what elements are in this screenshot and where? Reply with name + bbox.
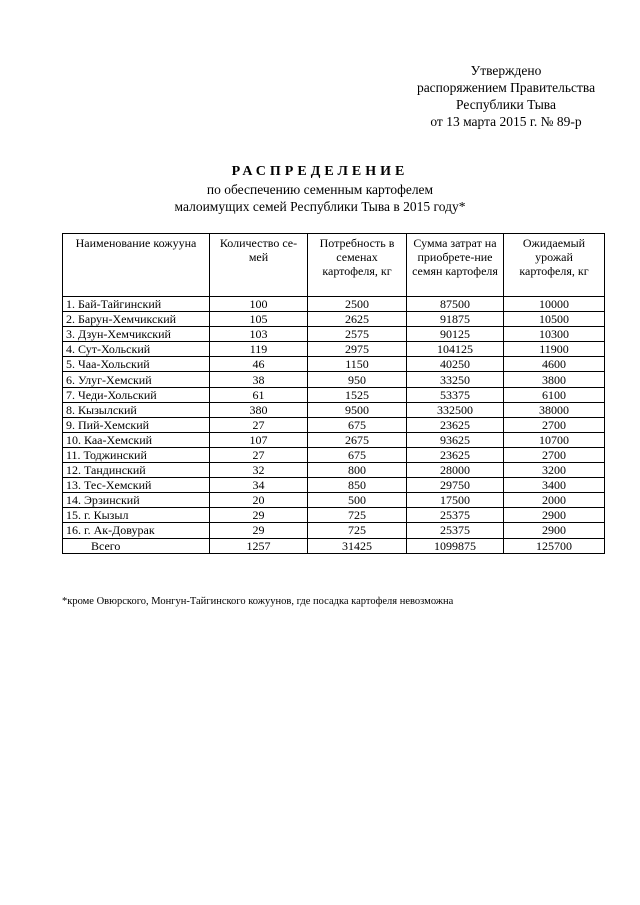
column-header-name: Наименование кожууна [63,234,210,297]
cell-cost: 25375 [407,523,504,538]
cell-harvest: 10500 [504,312,605,327]
cell-cost: 17500 [407,493,504,508]
cell-district: 9. Пий-Хемский [63,417,210,432]
cell-need: 725 [308,508,407,523]
cell-harvest: 10700 [504,432,605,447]
cell-harvest: 10000 [504,297,605,312]
column-header-need: Потребность в семенах картофеля, кг [308,234,407,297]
table-row [63,297,605,312]
cell-harvest: 3800 [504,372,605,387]
table-total-row [63,538,605,553]
cell-need: 2500 [308,297,407,312]
table-row [63,463,605,478]
cell-district: 6. Улуг-Хемский [63,372,210,387]
cell-harvest: 2700 [504,447,605,462]
cell-families: 20 [210,493,308,508]
table-row [63,508,605,523]
cell-need: 675 [308,447,407,462]
cell-families: 100 [210,297,308,312]
cell-need: 2575 [308,327,407,342]
table-body [63,297,605,554]
cell-district: 14. Эрзинский [63,493,210,508]
table-row [63,493,605,508]
cell-families: 103 [210,327,308,342]
cell-cost: 332500 [407,402,504,417]
column-header-families: Количество се-мей [210,234,308,297]
cell-families: 27 [210,447,308,462]
cell-need: 2625 [308,312,407,327]
column-header-harvest: Ожидаемый урожай картофеля, кг [504,234,605,297]
cell-families: 119 [210,342,308,357]
table-row [63,327,605,342]
cell-need: 1525 [308,387,407,402]
cell-families: 38 [210,372,308,387]
cell-families: 27 [210,417,308,432]
cell-harvest: 38000 [504,402,605,417]
table-row [63,402,605,417]
document-subtitle: малоимущих семей Республики Тыва в 2015 году* [174,199,466,214]
cell-district: 3. Дзун-Хемчикский [63,327,210,342]
table-row [63,447,605,462]
cell-cost: 93625 [407,432,504,447]
cell-need: 850 [308,478,407,493]
document-title: РАСПРЕДЕЛЕНИЕ [231,164,409,179]
cell-cost: 23625 [407,447,504,462]
approval-line: Республики Тыва [456,97,556,112]
cell-families: 105 [210,312,308,327]
footnote: *кроме Овюрского, Монгун-Тайгинского кожуунов, где посадка картофеля невозможна [62,596,454,607]
cell-harvest: 2700 [504,417,605,432]
cell-district: 15. г. Кызыл [63,508,210,523]
cell-district: Всего [63,538,210,553]
table-row [63,523,605,538]
cell-families: 32 [210,463,308,478]
table-row [63,432,605,447]
cell-harvest: 3400 [504,478,605,493]
table-row [63,417,605,432]
table-row [63,312,605,327]
cell-harvest: 11900 [504,342,605,357]
cell-cost: 104125 [407,342,504,357]
cell-district: 1. Бай-Тайгинский [63,297,210,312]
cell-district: 4. Сут-Хольский [63,342,210,357]
cell-cost: 53375 [407,387,504,402]
cell-district: 12. Тандинский [63,463,210,478]
table-row [63,357,605,372]
cell-families: 61 [210,387,308,402]
cell-cost: 28000 [407,463,504,478]
document-subtitle: по обеспечению семенным картофелем [206,182,434,197]
cell-harvest: 10300 [504,327,605,342]
table-row [63,372,605,387]
cell-families: 380 [210,402,308,417]
cell-district: 16. г. Ак-Довурак [63,523,210,538]
cell-need: 2975 [308,342,407,357]
cell-families: 34 [210,478,308,493]
cell-district: 7. Чеди-Хольский [63,387,210,402]
cell-district: 10. Каа-Хемский [63,432,210,447]
cell-families: 29 [210,508,308,523]
cell-need: 2675 [308,432,407,447]
cell-cost: 25375 [407,508,504,523]
cell-harvest: 2900 [504,523,605,538]
cell-cost: 1099875 [407,538,504,553]
cell-families: 46 [210,357,308,372]
cell-harvest: 2000 [504,493,605,508]
cell-district: 11. Тоджинский [63,447,210,462]
cell-need: 800 [308,463,407,478]
cell-families: 1257 [210,538,308,553]
cell-need: 675 [308,417,407,432]
cell-cost: 40250 [407,357,504,372]
cell-district: 5. Чаа-Хольский [63,357,210,372]
cell-district: 13. Тес-Хемский [63,478,210,493]
cell-harvest: 6100 [504,387,605,402]
cell-cost: 29750 [407,478,504,493]
cell-cost: 87500 [407,297,504,312]
table-row [63,342,605,357]
distribution-table [62,233,605,554]
table-row [63,478,605,493]
cell-harvest: 3200 [504,463,605,478]
cell-cost: 90125 [407,327,504,342]
cell-need: 1150 [308,357,407,372]
cell-need: 725 [308,523,407,538]
column-header-cost: Сумма затрат на приобрете-ние семян картофеля [407,234,504,297]
cell-cost: 23625 [407,417,504,432]
approval-line: распоряжением Правительства [416,80,596,95]
cell-need: 31425 [308,538,407,553]
cell-district: 8. Кызылский [63,402,210,417]
document-heading [0,163,640,215]
cell-need: 500 [308,493,407,508]
cell-cost: 91875 [407,312,504,327]
table-header-row [63,234,605,297]
cell-need: 9500 [308,402,407,417]
approval-block [400,62,612,130]
cell-need: 950 [308,372,407,387]
cell-families: 107 [210,432,308,447]
approval-line: Утверждено [470,63,542,78]
cell-cost: 33250 [407,372,504,387]
cell-district: 2. Барун-Хемчикский [63,312,210,327]
approval-date: от 13 марта 2015 г. № 89-р [430,114,582,129]
table-row [63,387,605,402]
cell-harvest: 4600 [504,357,605,372]
cell-harvest: 125700 [504,538,605,553]
cell-harvest: 2900 [504,508,605,523]
cell-families: 29 [210,523,308,538]
